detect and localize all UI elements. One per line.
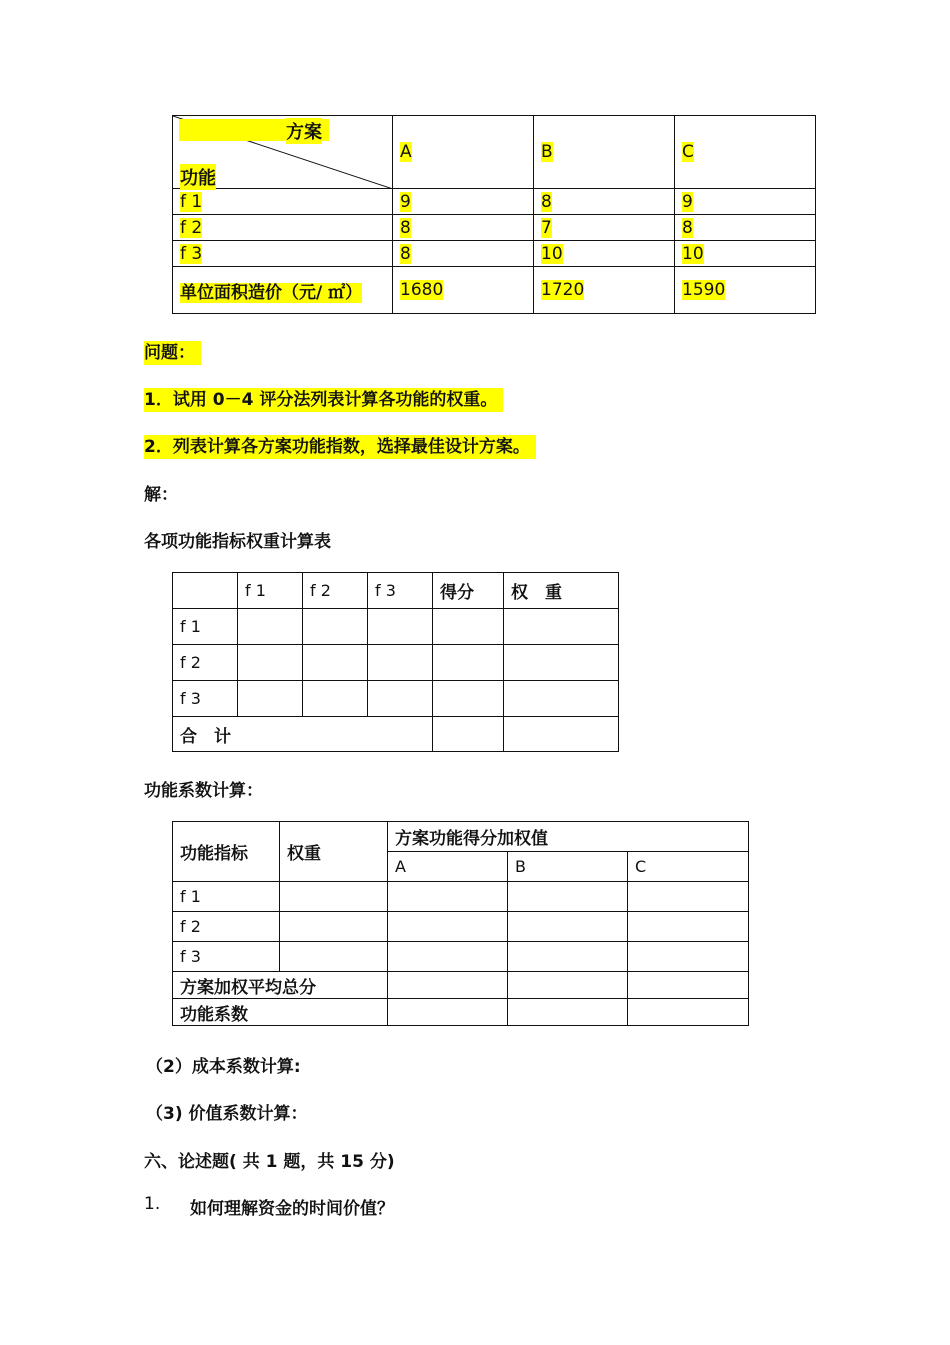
weight-table: [172, 572, 619, 752]
col-header-c: C: [675, 116, 816, 189]
table-row: f 2: [173, 645, 619, 681]
coef-table: 功能指标 权重 方案功能得分加权值 A B C f 1 f 2 f 3 方案加权平均总分 功能系数: [172, 821, 749, 1026]
section-six-heading: 六、论述题( 共 1 题，共 15 分): [144, 1152, 395, 1172]
table-row: f 2 8 7 8: [173, 215, 816, 241]
questions-heading: 问题：: [144, 341, 201, 365]
col-header-indicator: 功能指标: [173, 822, 280, 882]
solution-label: 解：: [144, 485, 178, 505]
group-header: 方案功能得分加权值: [388, 822, 749, 852]
scheme-cost-table: [172, 115, 816, 314]
value-coef-heading: （3) 价值系数计算：: [146, 1104, 308, 1124]
table-row: f 1 9 8 9: [173, 189, 816, 215]
coef-table-title: 功能系数计算：: [144, 781, 263, 801]
final-question-text: 如何理解资金的时间价值？: [190, 1199, 394, 1219]
diagonal-header-cell: [173, 116, 393, 189]
table-row: f 1: [173, 609, 619, 645]
col-header-f2: f 2: [303, 573, 368, 609]
table-row: f 3: [173, 942, 749, 972]
header-function-label: 功能: [180, 164, 216, 190]
total-row: 合 计: [173, 717, 619, 752]
col-header-score: 得分: [433, 573, 504, 609]
question-1: 1．试用 0－4 评分法列表计算各功能的权重。: [144, 388, 503, 412]
final-question-number: 1.: [144, 1194, 161, 1214]
coef-row: 功能系数: [173, 999, 749, 1026]
table-row: f 1: [173, 882, 749, 912]
col-header-a: A: [393, 116, 534, 189]
weight-table-title: 各项功能指标权重计算表: [144, 532, 331, 552]
cost-row: 单位面积造价（元/ ㎡） 1680 1720 1590: [173, 267, 816, 314]
col-header-b: B: [534, 116, 675, 189]
header-scheme-label: 方案: [286, 118, 322, 144]
table-row: f 2: [173, 912, 749, 942]
col-header-f1: f 1: [238, 573, 303, 609]
cost-coef-heading: （2）成本系数计算:: [146, 1057, 301, 1077]
col-header-weight: 权 重: [504, 573, 619, 609]
table-row: f 3 8 10 10: [173, 241, 816, 267]
col-header-weight: 权重: [280, 822, 388, 882]
sum-row: 方案加权平均总分: [173, 972, 749, 999]
col-header-f3: f 3: [368, 573, 433, 609]
table-row: f 3: [173, 681, 619, 717]
question-2: 2．列表计算各方案功能指数，选择最佳设计方案。: [144, 435, 536, 459]
